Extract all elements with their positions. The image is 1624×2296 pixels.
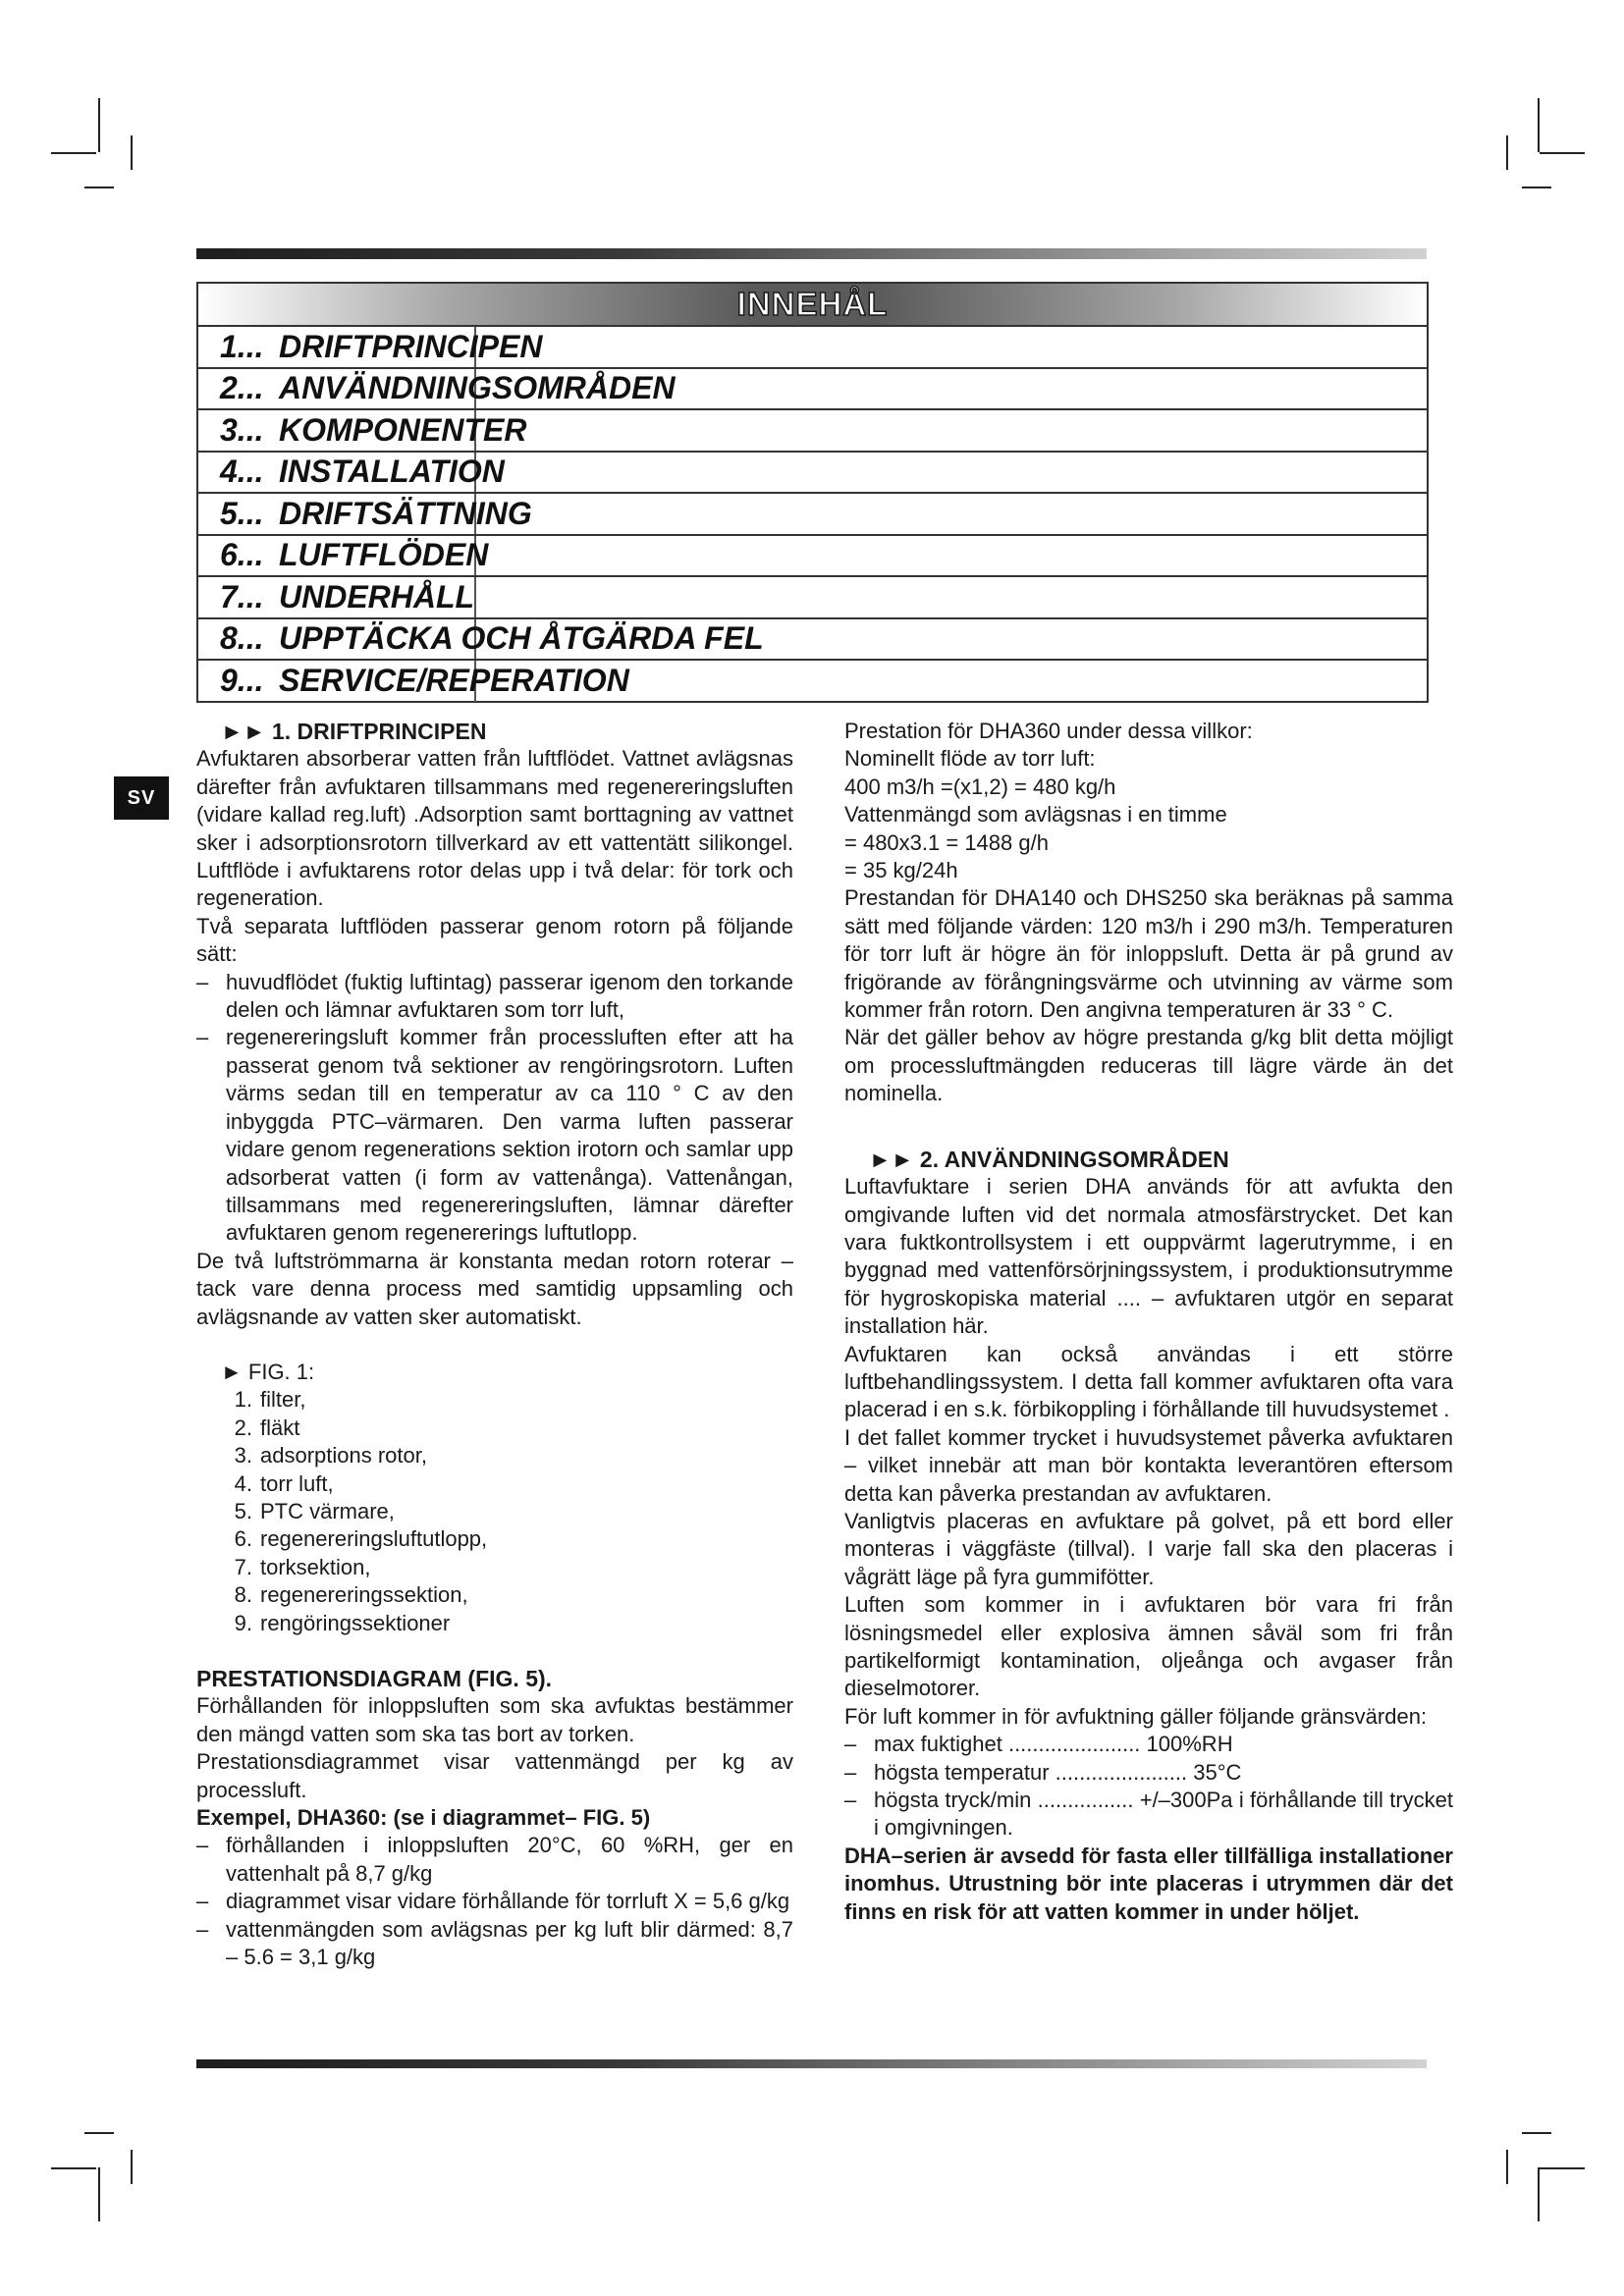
toc-item-title: LUFTFLÖDEN [279, 537, 489, 573]
toc-item[interactable] [198, 661, 1427, 701]
toc-item[interactable] [198, 577, 1427, 619]
paragraph: Prestandan för DHA140 och DHS250 ska beräknas på samma sätt med följande värden: 120 m3/h i 290 m3/h. Temperaturen för torr luft är högre än för inloppsluft. Detta är på grund av frigörande av förångningsvärme och utvinning av värme som kommer från rotorn. Den angivna temperaturen är 33 ° C. [844, 885, 1453, 1023]
paragraph: Två separata luftflöden passerar genom rotorn på följande sätt: [196, 913, 793, 967]
crop-mark [131, 2150, 133, 2184]
toc-header [198, 284, 1427, 327]
toc-item[interactable] [198, 410, 1427, 453]
figure-label: ► FIG. 1: [221, 1359, 315, 1384]
list-item: 6. regenereringsluftutlopp, [234, 1526, 488, 1552]
list-item: 7. torksektion, [234, 1554, 371, 1579]
crop-mark [51, 152, 96, 154]
crop-mark [1522, 2132, 1551, 2134]
toc-item-title: SERVICE/REPERATION [279, 662, 629, 698]
toc-item-title: UNDERHÅLL [279, 578, 475, 614]
toc-item-number: 2... [220, 370, 264, 406]
list-item: 3. adsorptions rotor, [234, 1443, 427, 1468]
toc-item-number: 4... [220, 454, 264, 490]
paragraph: De två luftströmmarna är konstanta medan rotorn roterar – tack vare denna process med samtidig uppsamling och avlägsnande av vatten sker automatiskt. [196, 1248, 793, 1329]
text-line: Prestation för DHA360 under dessa villkor: [844, 719, 1253, 743]
list-item: – regenereringsluft kommer från processluften efter att ha passerat genom två sektioner av rengöringsrotorn. Luften värms sedan till en temperatur av ca 110 ° C av den inbyggda PTC–värmaren. Den varma luften passerar vidare genom regenerations sektion irotorn och samlar upp adsorberat vatten (i form av vattenånga). Vattenångan, tillsammans med regenereringsluften, lämnar därefter avfuktaren genom regenererings luftutlopp. [196, 1024, 793, 1247]
section-heading-prestationsdiagram: PRESTATIONSDIAGRAM (FIG. 5). [196, 1666, 553, 1691]
flow-list [196, 969, 793, 1248]
list-item: – förhållanden i inloppsluften 20°C, 60 %RH, ger en vattenhalt på 8,7 g/kg [196, 1832, 793, 1888]
paragraph: För luft kommer in för avfuktning gäller följande gränsvärden: [844, 1703, 1428, 1729]
crop-mark [1522, 187, 1551, 188]
list-item: – högsta temperatur ...................... 35°C [844, 1759, 1453, 1787]
text-line: Vattenmängd som avlägsnas i en timme [844, 802, 1227, 828]
toc-item[interactable] [198, 327, 1427, 369]
crop-mark [1540, 2167, 1585, 2169]
toc-item-number: 6... [220, 537, 264, 573]
text-line: Nominellt flöde av torr luft: [844, 746, 1096, 772]
toc-item-title: DRIFTSÄTTNING [279, 495, 532, 531]
crop-mark [84, 187, 114, 188]
toc-item-number: 9... [220, 662, 264, 698]
crop-mark [1506, 135, 1508, 170]
toc-item-title: ANVÄNDNINGSOMRÅDEN [279, 370, 676, 406]
paragraph: Luften som kommer in i avfuktaren bör vara fri från lösningsmedel eller explosiva ämnen såväl som fri från partikelformigt kontamination, oljeånga och avgaser från dieselmotorer. [844, 1592, 1453, 1701]
bottom-rule [196, 2059, 1427, 2068]
list-item: – vattenmängden som avlägsnas per kg luft blir därmed: 8,7 – 5.6 = 3,1 g/kg [196, 1916, 793, 1972]
toc-item-number: 8... [220, 620, 264, 657]
text-line: 400 m3/h =(x1,2) = 480 kg/h [844, 774, 1116, 799]
toc-item-number: 1... [220, 328, 264, 364]
list-item: – diagrammet visar vidare förhållande för torrluft X = 5,6 g/kg [196, 1888, 793, 1915]
list-item: – max fuktighet ...................... 100%RH [844, 1731, 1453, 1758]
crop-mark [98, 98, 100, 152]
toc-item-title: KOMPONENTER [279, 411, 527, 448]
paragraph: I det fallet kommer trycket i huvudsystemet påverka avfuktaren – vilket innebär att man bör kontakta leverantören eftersom detta kan påverka prestandan av avfuktaren. [844, 1424, 1453, 1506]
crop-mark [1538, 2167, 1540, 2221]
toc-item[interactable] [198, 619, 1427, 662]
list-item: 8. regenereringssektion, [234, 1582, 468, 1608]
example-heading: Exempel, DHA360: (se i diagrammet– FIG. 5) [196, 1805, 651, 1831]
text-line: = 35 kg/24h [844, 858, 958, 883]
crop-mark [1540, 152, 1585, 154]
warning-paragraph: DHA–serien är avsedd för fasta eller tillfälliga installationer inomhus. Utrustning bör inte placeras i utrymmen där det finns en risk för att vatten kommer in under höljet. [844, 1842, 1453, 1924]
toc-item-number: 3... [220, 411, 264, 448]
section-heading-anvandningsomraden: ►► 2. ANVÄNDNINGSOMRÅDEN [869, 1146, 1229, 1172]
toc-item-number: 7... [220, 578, 264, 614]
toc-item[interactable] [198, 453, 1427, 495]
list-item: 9. rengöringssektioner [234, 1610, 451, 1635]
figure-legend [196, 1386, 793, 1637]
list-item: 5. PTC värmare, [234, 1498, 395, 1523]
toc-item[interactable] [198, 536, 1427, 578]
table-of-contents [196, 282, 1429, 703]
left-column [196, 718, 793, 1971]
crop-mark [1506, 2150, 1508, 2184]
paragraph: Avfuktaren absorberar vatten från luftflödet. Vattnet avlägsnas därefter från avfuktaren tillsammans med regenereringsluften (vidare kallad reg.luft) .Adsorption samt borttagning av vattnet sker i adsorptionsrotorn tillverkard av ett vattentätt silikongel. Luftflöde i avfuktarens rotor delas upp i två delar: för tork och regeneration. [196, 746, 793, 911]
crop-mark [98, 2167, 100, 2221]
toc-title: INNEHÅL [736, 286, 889, 322]
list-item: 4. torr luft, [234, 1470, 334, 1496]
text-line: = 480x3.1 = 1488 g/h [844, 829, 1049, 855]
example-list [196, 1832, 793, 1971]
right-column [844, 718, 1453, 1926]
toc-item-number: 5... [220, 495, 264, 531]
toc-item-title: DRIFTPRINCIPEN [279, 328, 543, 364]
crop-mark [131, 135, 133, 170]
list-item: – huvudflödet (fuktig luftintag) passerar igenom den torkande delen och lämnar avfuktaren som torr luft, [196, 969, 793, 1025]
paragraph: Avfuktaren kan också användas i ett större luftbehandlingssystem. I detta fall kommer avfuktaren ofta vara placerad i en s.k. förbikoppling i förhållande till huvudsystemet . [844, 1341, 1453, 1422]
paragraph: Luftavfuktare i serien DHA används för att avfukta den omgivande luften vid det normala atmosfärstrycket. Det kan vara fuktkontrollsystem i ett ouppvärmt lagerutrymme, i en byggnad med vattenförsörjningssystem, i produktionsutrymme för hygroskopiska material .... – avfuktaren utgör en separat installation här. [844, 1174, 1453, 1339]
limits-list [844, 1731, 1453, 1842]
paragraph: Vanligtvis placeras en avfuktare på golvet, på ett bord eller monteras i väggfäste (tillval). I varje fall ska den placeras i vågrätt läge på fyra gummifötter. [844, 1508, 1453, 1589]
section-heading-driftprincipen: ►► 1. DRIFTPRINCIPEN [221, 719, 487, 744]
top-rule [196, 248, 1427, 259]
list-item: – högsta tryck/min ................ +/–300Pa i förhållande till trycket i omgivningen. [844, 1787, 1453, 1842]
paragraph: Förhållanden för inloppsluften som ska avfuktas bestämmer den mängd vatten som ska tas bort av torken. [196, 1693, 793, 1746]
paragraph: När det gäller behov av högre prestanda g/kg blit detta möjligt om processluftmängden reduceras till lägre värde än det nominella. [844, 1025, 1453, 1106]
toc-item[interactable] [198, 494, 1427, 536]
crop-mark [84, 2132, 114, 2134]
language-tab: SV [114, 776, 169, 820]
toc-item[interactable] [198, 369, 1427, 411]
toc-item-title: INSTALLATION [279, 454, 505, 490]
list-item: 2. fläkt [234, 1415, 300, 1440]
crop-mark [1538, 98, 1540, 152]
crop-mark [51, 2167, 96, 2169]
toc-item-title: UPPTÄCKA OCH ÅTGÄRDA FEL [279, 620, 764, 657]
list-item: 1. filter, [234, 1387, 306, 1413]
paragraph: Prestationsdiagrammet visar vattenmängd per kg av processluft. [196, 1749, 793, 1802]
